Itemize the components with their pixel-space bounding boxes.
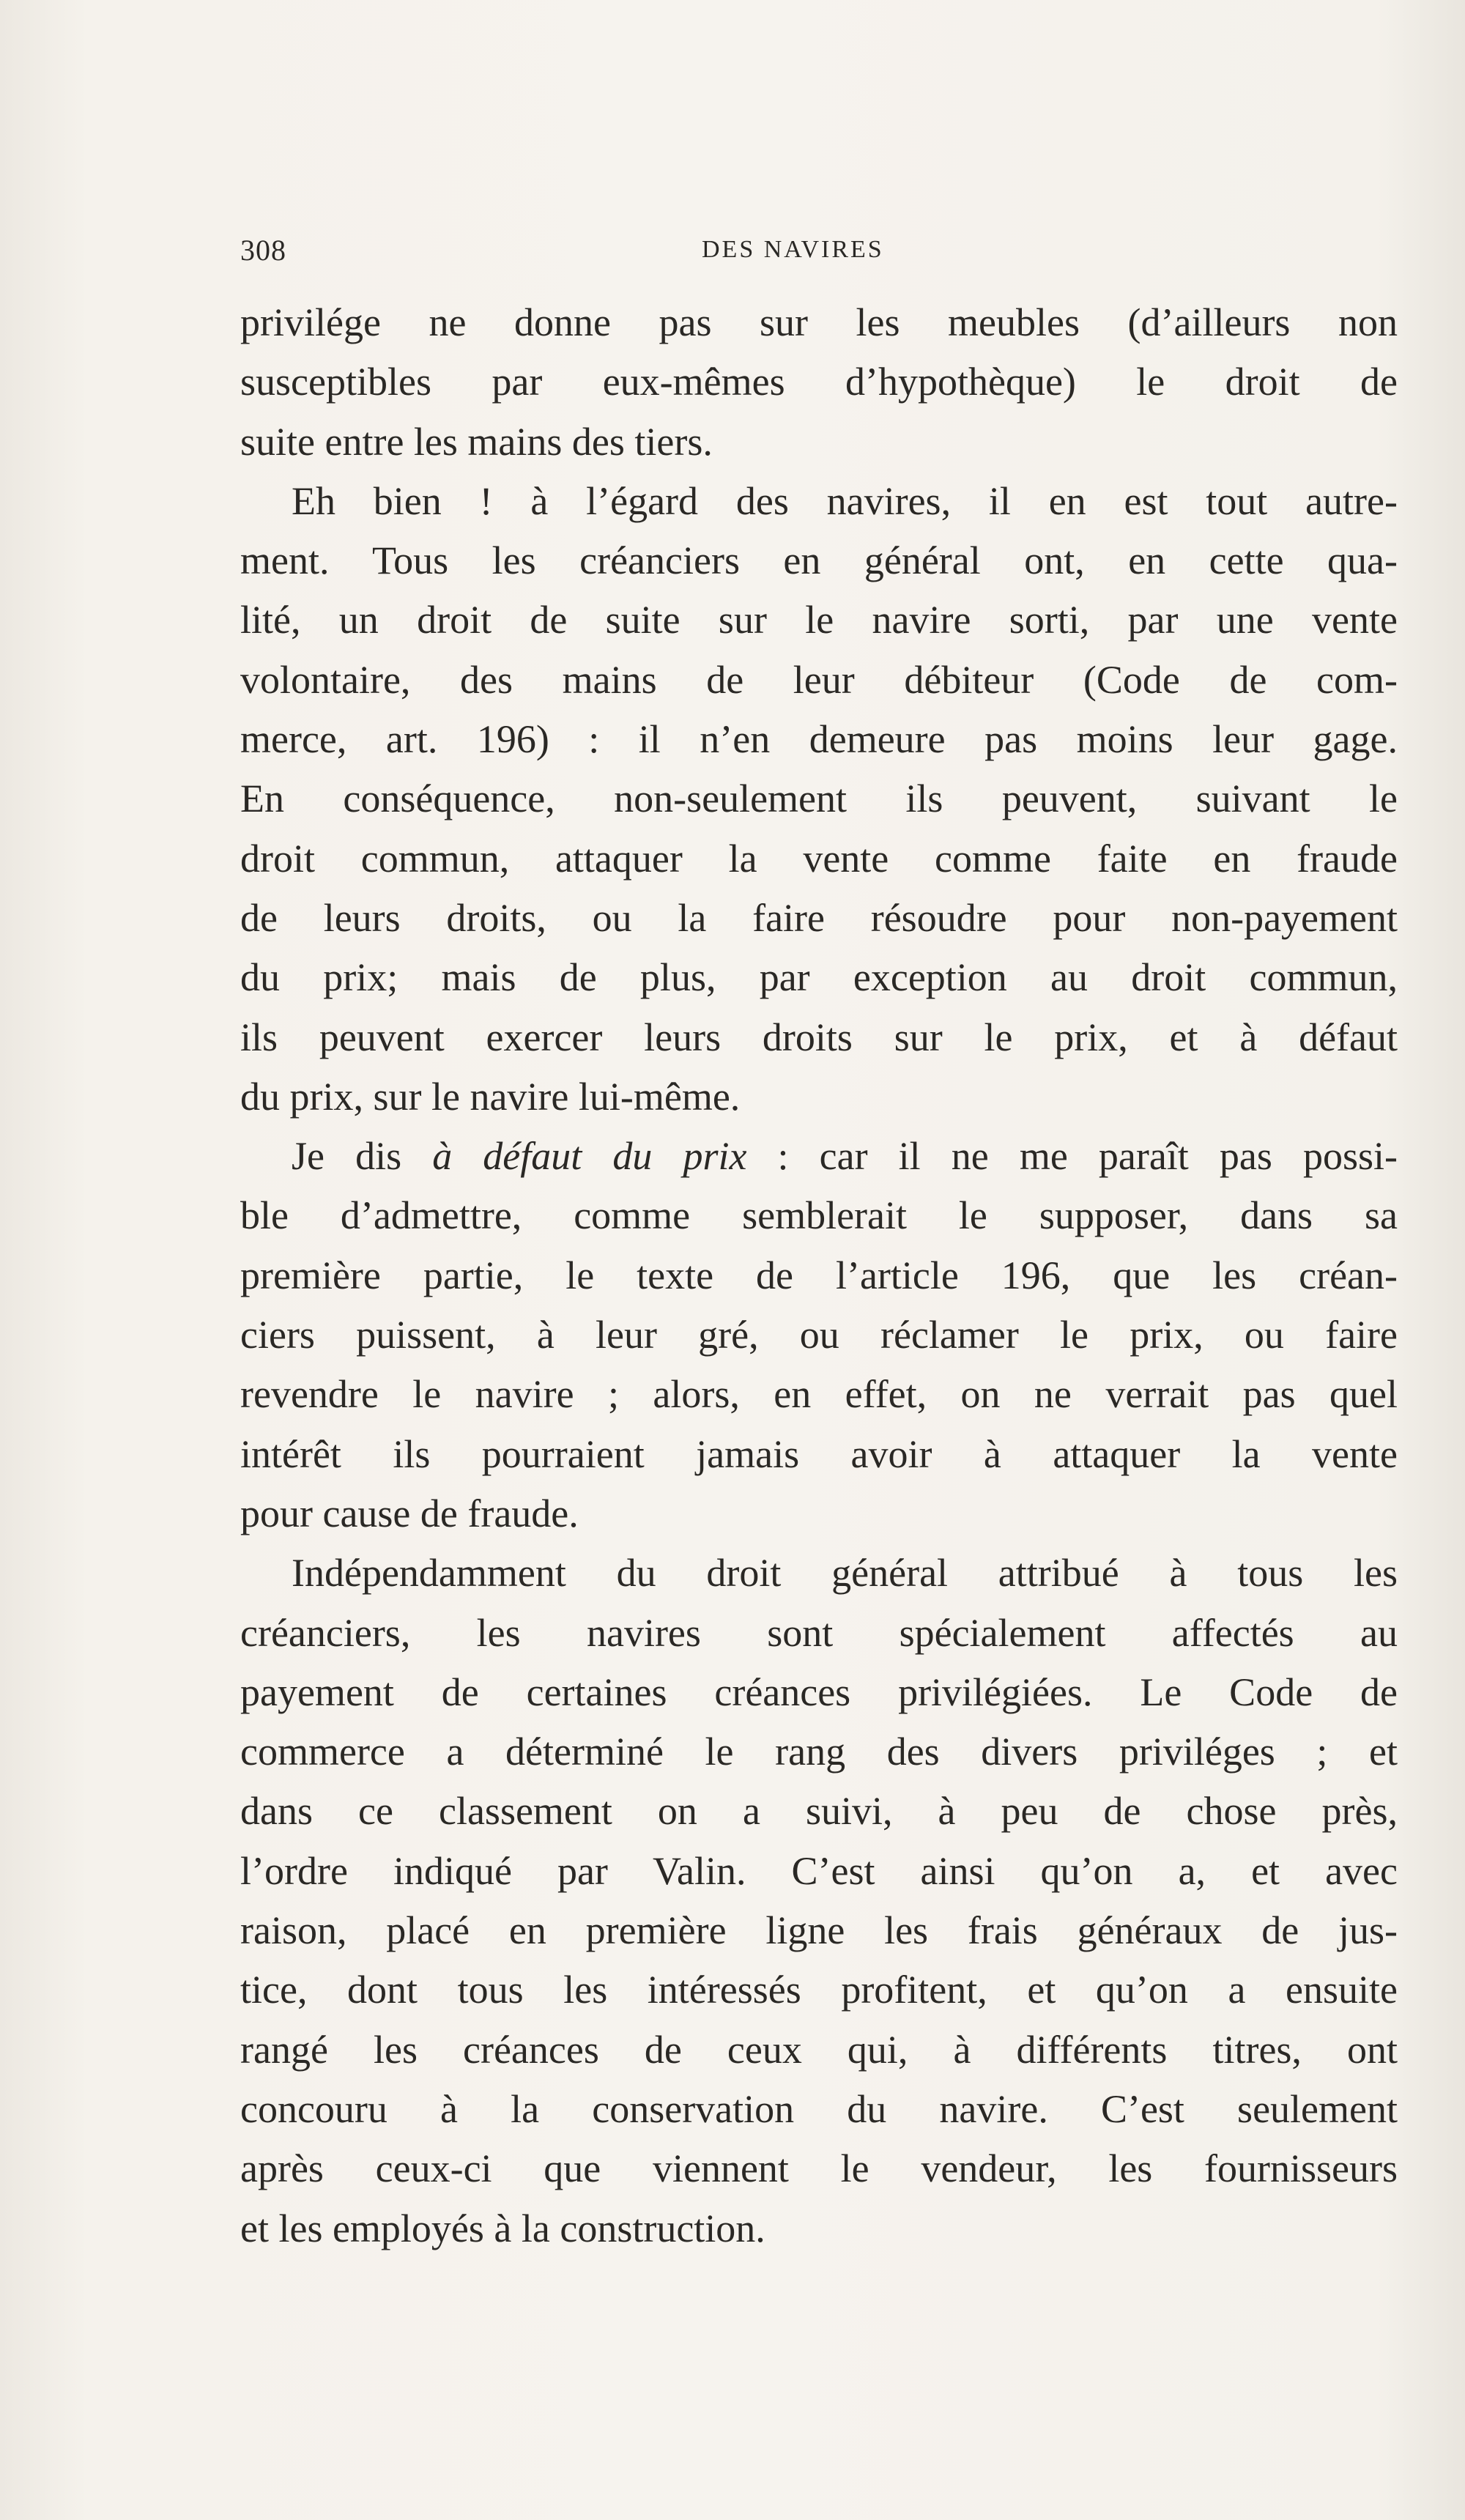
text-line: payement de certaines créances privilégiées. Le Code de bbox=[240, 1670, 1398, 1714]
text-line: l’ordre indiqué par Valin. C’est ainsi qu’on a, et avec bbox=[240, 1848, 1398, 1893]
text-line: ment. Tous les créanciers en général ont, en cette qua- bbox=[240, 538, 1398, 583]
text-line: rangé les créances de ceux qui, à différents titres, ont bbox=[240, 2027, 1398, 2072]
text-line: après ceux-ci que viennent le vendeur, les fournisseurs bbox=[240, 2146, 1398, 2191]
text-line: lité, un droit de suite sur le navire sorti, par une vente bbox=[240, 598, 1398, 642]
paragraph-start-line: Eh bien ! à l’égard des navires, il en est tout autre- bbox=[292, 478, 1398, 523]
text-line: susceptibles par eux-mêmes d’hypothèque) le droit de bbox=[240, 360, 1398, 404]
page-header bbox=[240, 233, 1398, 270]
text-line: revendre le navire ; alors, en effet, on ne verrait pas quel bbox=[240, 1372, 1398, 1417]
text-line: de leurs droits, ou la faire résoudre pour non-payement bbox=[240, 895, 1398, 940]
text-line: du prix; mais de plus, par exception au droit commun, bbox=[240, 955, 1398, 1000]
text-line: ble d’admettre, comme semblerait le supposer, dans sa bbox=[240, 1193, 1398, 1238]
text-line: merce, art. 196) : il n’en demeure pas moins leur gage. bbox=[240, 717, 1398, 762]
text-line: commerce a déterminé le rang des divers priviléges ; et bbox=[240, 1730, 1398, 1774]
paragraph-start-line: Indépendamment du droit général attribué à tous les bbox=[292, 1551, 1398, 1596]
text-line: dans ce classement on a suivi, à peu de chose près, bbox=[240, 1789, 1398, 1834]
text-line: ils peuvent exercer leurs droits sur le prix, et à défaut bbox=[240, 1015, 1398, 1059]
text-span: Je dis bbox=[292, 1134, 433, 1179]
text-line: volontaire, des mains de leur débiteur (Code de com- bbox=[240, 657, 1398, 702]
page-number: 308 bbox=[240, 234, 286, 267]
text-line: suite entre les mains des tiers. bbox=[240, 419, 713, 464]
text-line: pour cause de fraude. bbox=[240, 1491, 579, 1535]
text-line: du prix, sur le navire lui-même. bbox=[240, 1074, 741, 1119]
text-line: droit commun, attaquer la vente comme faite en fraude bbox=[240, 836, 1398, 881]
text-line: ciers puissent, à leur gré, ou réclamer le prix, ou faire bbox=[240, 1313, 1398, 1357]
text-line: première partie, le texte de l’article 196, que les créan- bbox=[240, 1253, 1398, 1297]
text-line: tice, dont tous les intéressés profitent, et qu’on a ensuite bbox=[240, 1968, 1398, 2012]
body-text bbox=[240, 293, 1398, 2258]
text-line: privilége ne donne pas sur les meubles (d’ailleurs non bbox=[240, 300, 1398, 344]
text-line: et les employés à la construction. bbox=[240, 2206, 765, 2250]
italic-phrase: à défaut du prix bbox=[432, 1134, 747, 1179]
text-line: En conséquence, non-seulement ils peuvent, suivant le bbox=[240, 777, 1398, 821]
text-span: : car il ne me paraît pas possi- bbox=[746, 1134, 1398, 1179]
text-line: concouru à la conservation du navire. C’est seulement bbox=[240, 2086, 1398, 2131]
running-title: DES NAVIRES bbox=[702, 236, 884, 263]
text-line: créanciers, les navires sont spécialement affectés au bbox=[240, 1610, 1398, 1655]
text-line: intérêt ils pourraient jamais avoir à attaquer la vente bbox=[240, 1431, 1398, 1476]
paragraph-start-line bbox=[240, 1127, 1398, 1186]
text-line: raison, placé en première ligne les frais généraux de jus- bbox=[240, 1908, 1398, 1953]
